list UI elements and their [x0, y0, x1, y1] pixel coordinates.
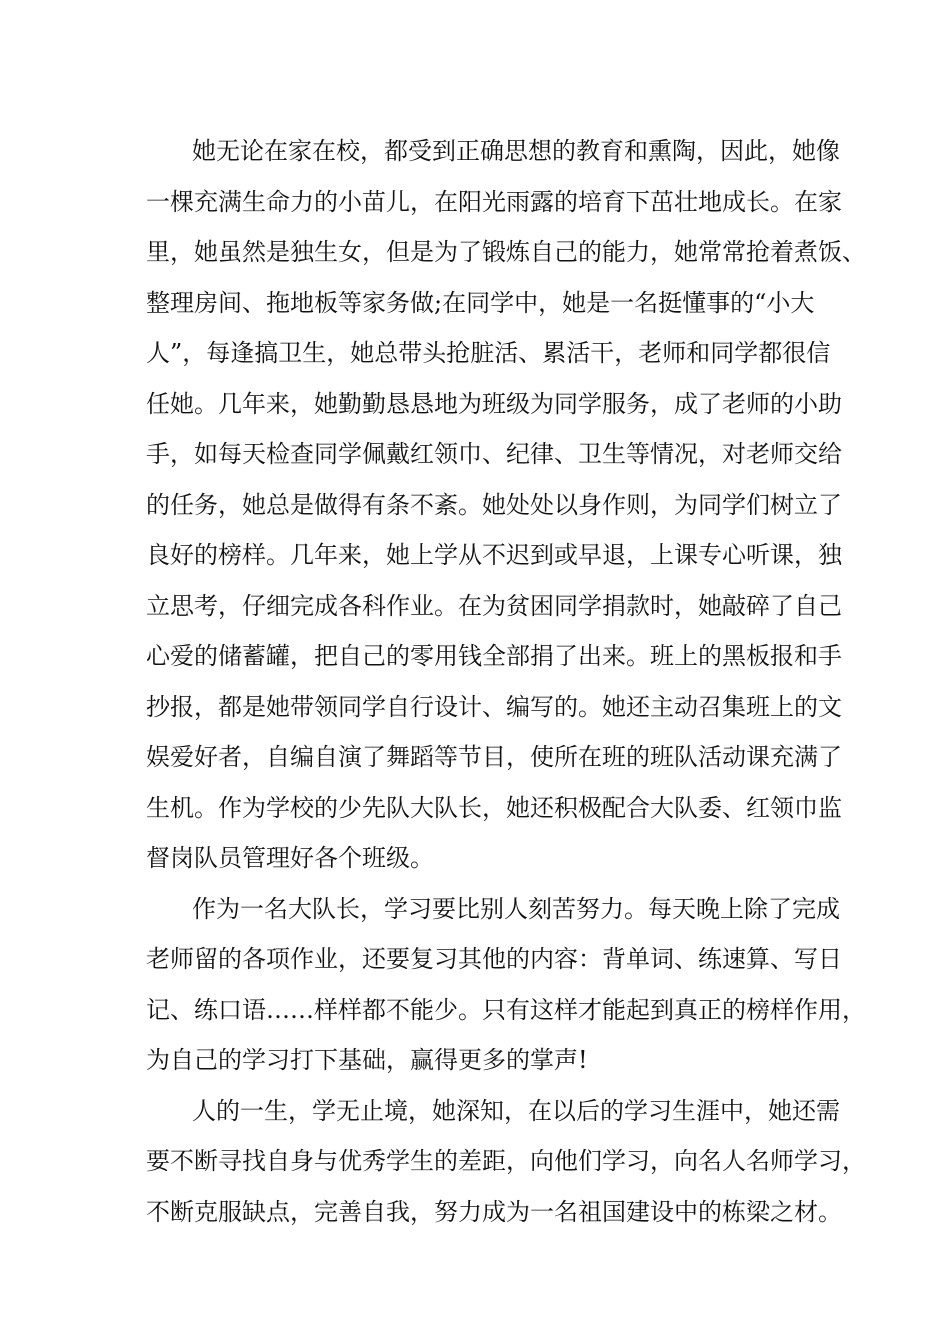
text-line: 为自己的学习打下基础，赢得更多的掌声! [146, 1046, 588, 1074]
document-body [146, 126, 866, 1237]
text-line: 生机。作为学校的少先队大队长，她还积极配合大队委、红领巾监 [146, 793, 842, 822]
text-line: 人”，每逢搞卫生，她总带头抢脏活、累活干，老师和同学都很信 [146, 339, 831, 367]
text-line: 不断克服缺点，完善自我，努力成为一名祖国建设中的栋梁之材。 [146, 1197, 842, 1226]
text-line: 心爱的储蓄罐，把自己的零用钱全部捐了出来。班上的黑板报和手 [146, 642, 842, 670]
text-line: 任她。几年来，她勤勤恳恳地为班级为同学服务，成了老师的小助 [146, 389, 842, 418]
paragraph-2 [146, 884, 866, 1086]
text-line: 人的一生，学无止境，她深知，在以后的学习生涯中，她还需 [192, 1096, 840, 1125]
text-line: 抄报，都是她带领同学自行设计、编写的。她还主动召集班上的文 [146, 692, 842, 721]
text-line: 要不断寻找自身与优秀学生的差距，向他们学习，向名人名师学习， [146, 1147, 866, 1175]
text-line: 作为一名大队长，学习要比别人刻苦努力。每天晚上除了完成 [192, 894, 840, 923]
text-line: 老师留的各项作业，还要复习其他的内容：背单词、练速算、写日 [146, 945, 842, 973]
text-line: 一棵充满生命力的小苗儿，在阳光雨露的培育下茁壮地成长。在家 [146, 187, 842, 216]
text-line: 她无论在家在校，都受到正确思想的教育和熏陶，因此，她像 [192, 137, 840, 165]
text-line: 立思考，仔细完成各科作业。在为贫困同学捐款时，她敲碎了自己 [146, 591, 842, 620]
text-line: 娱爱好者，自编自演了舞蹈等节目，使所在班的班队活动课充满了 [146, 743, 842, 771]
paragraph-1 [146, 126, 866, 884]
text-line: 督岗队员管理好各个班级。 [146, 844, 434, 872]
text-line: 记、练口语……样样都不能少。只有这样才能起到真正的榜样作用， [146, 995, 866, 1024]
paragraph-3 [146, 1086, 866, 1238]
text-line: 的任务，她总是做得有条不紊。她处处以身作则，为同学们树立了 [146, 490, 842, 519]
text-line: 良好的榜样。几年来，她上学从不迟到或早退，上课专心听课，独 [146, 541, 842, 569]
text-line: 手，如每天检查同学佩戴红领巾、纪律、卫生等情况，对老师交给 [146, 440, 842, 468]
text-line: 整理房间、拖地板等家务做;在同学中，她是一名挺懂事的“小大 [146, 288, 815, 317]
text-line: 里，她虽然是独生女，但是为了锻炼自己的能力，她常常抢着煮饭、 [146, 238, 866, 266]
